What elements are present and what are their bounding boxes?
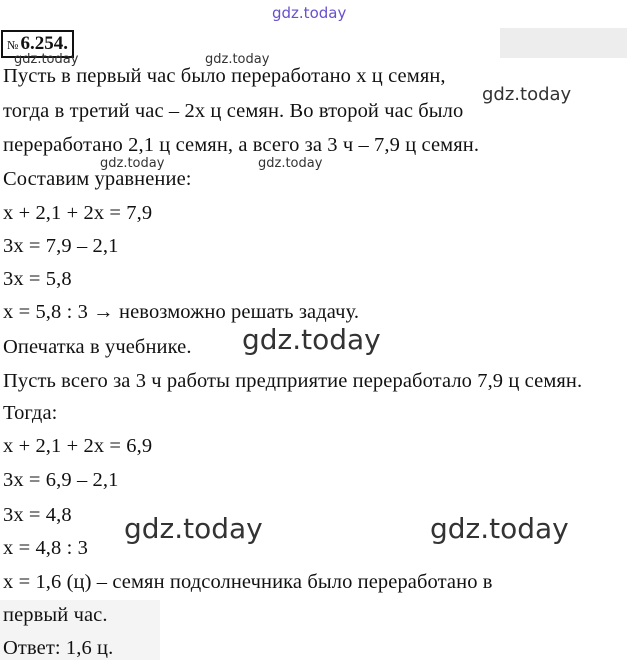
watermark: gdz.today	[14, 52, 79, 67]
solution-line: первый час.	[3, 604, 108, 626]
solution-line: Пусть всего за 3 ч работы предприятие переработало 7,9 ц семян.	[3, 370, 583, 392]
answer-line: Ответ: 1,6 ц.	[3, 637, 114, 659]
solution-line: переработано 2,1 ц семян, а всего за 3 ч – 7,9 ц семян.	[3, 134, 480, 156]
equation-line: x + 2,1 + 2x = 7,9	[3, 202, 153, 224]
solution-line: Составим уравнение:	[3, 168, 192, 190]
problem-number: 6.254.	[20, 33, 68, 54]
watermark: gdz.today	[124, 512, 263, 545]
equation-line: 3x = 5,8	[3, 268, 72, 290]
watermark: gdz.today	[482, 84, 572, 105]
watermark: gdz.today	[205, 52, 270, 67]
watermark: gdz.today	[258, 156, 323, 171]
equation-line: 3x = 7,9 – 2,1	[3, 235, 119, 257]
solution-line: x = 1,6 (ц) – семян подсолнечника было переработано в	[3, 571, 493, 593]
equation-line: 3x = 6,9 – 2,1	[3, 469, 119, 491]
solution-line: тогда в третий час – 2x ц семян. Во второй час было	[3, 100, 464, 122]
solution-line: Тогда:	[3, 402, 58, 424]
watermark: gdz.today	[100, 156, 165, 171]
watermark-top: gdz.today	[272, 4, 347, 22]
watermark: gdz.today	[430, 512, 569, 545]
equation-line: 3x = 4,8	[3, 504, 72, 526]
scan-shadow-top	[500, 28, 627, 58]
solution-line: Опечатка в учебнике.	[3, 336, 192, 358]
equation-line: x + 2,1 + 2x = 6,9	[3, 435, 153, 457]
equation-line: x = 5,8 : 3 → невозможно решать задачу.	[3, 301, 360, 323]
number-sign: №	[7, 38, 19, 52]
solution-line: Пусть в первый час было переработано x ц семян,	[3, 65, 446, 87]
equation-line: x = 4,8 : 3	[3, 537, 88, 559]
watermark: gdz.today	[242, 323, 381, 356]
